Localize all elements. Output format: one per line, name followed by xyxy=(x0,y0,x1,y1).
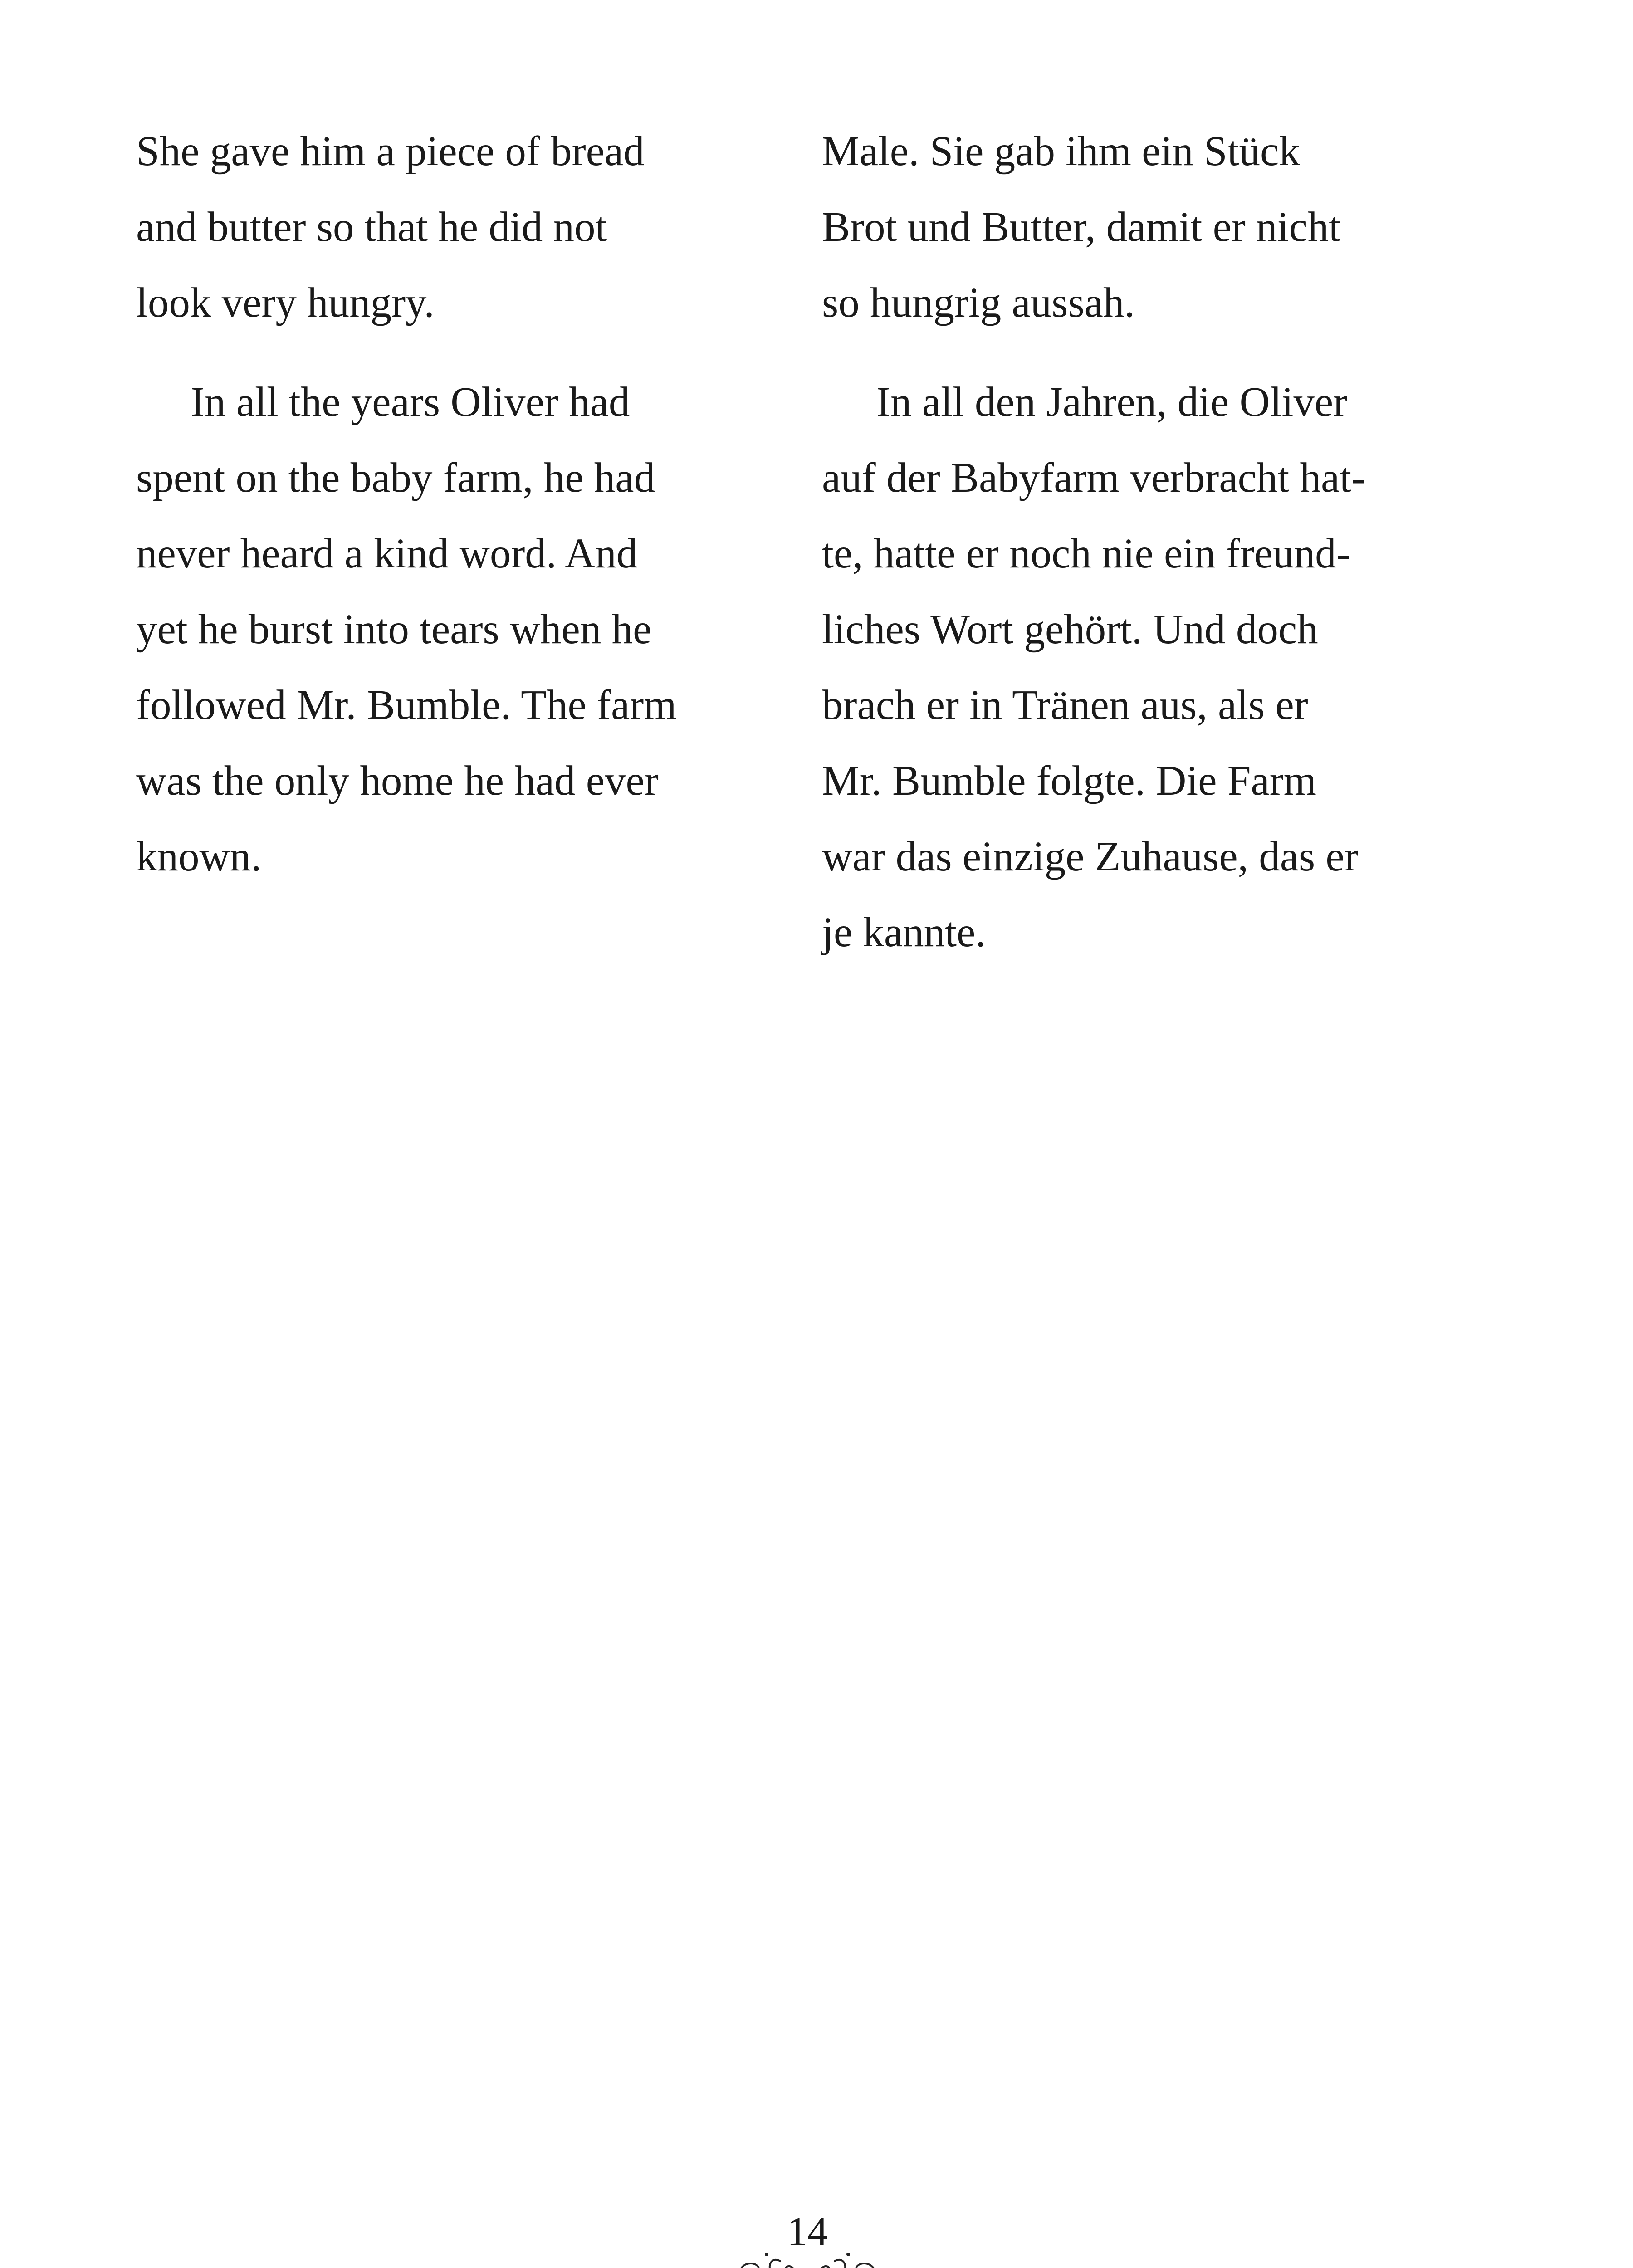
text-line: je kannte. xyxy=(822,909,986,956)
text-line: brach er in Tränen aus, als er xyxy=(822,682,1308,728)
page-footer xyxy=(717,2204,898,2268)
text-line: was the only home he had ever xyxy=(136,758,659,804)
text-line: and butter so that he did not xyxy=(136,204,607,250)
text-line: She gave him a piece of bread xyxy=(136,128,645,175)
text-line: so hungrig aussah. xyxy=(822,279,1135,326)
text-line: never heard a kind word. And xyxy=(136,530,638,577)
text-line: liches Wort gehört. Und doch xyxy=(822,606,1318,653)
text-line: Male. Sie gab ihm ein Stück xyxy=(822,128,1300,175)
english-paragraph-2 xyxy=(136,364,780,894)
german-paragraph-1 xyxy=(822,113,1466,341)
text-line: known. xyxy=(136,833,262,880)
text-line: war das einzige Zuhause, das er xyxy=(822,833,1359,880)
german-column xyxy=(822,113,1466,970)
text-line: Brot und Butter, damit er nicht xyxy=(822,204,1341,250)
text-line: te, hatte er noch nie ein freund- xyxy=(822,530,1350,577)
english-column xyxy=(136,113,780,894)
text-line: auf der Babyfarm verbracht hat- xyxy=(822,455,1366,501)
text-line: yet he burst into tears when he xyxy=(136,606,652,653)
text-line: followed Mr. Bumble. The farm xyxy=(136,682,677,728)
page-number: 14 xyxy=(787,2209,828,2254)
text-line: spent on the baby farm, he had xyxy=(136,455,655,501)
text-line: Mr. Bumble folgte. Die Farm xyxy=(822,758,1317,804)
english-paragraph-1 xyxy=(136,113,780,341)
text-line: In all the years Oliver had xyxy=(191,379,630,425)
german-paragraph-2 xyxy=(822,364,1466,970)
text-line: In all den Jahren, die Oliver xyxy=(876,379,1348,425)
text-line: look very hungry. xyxy=(136,279,435,326)
